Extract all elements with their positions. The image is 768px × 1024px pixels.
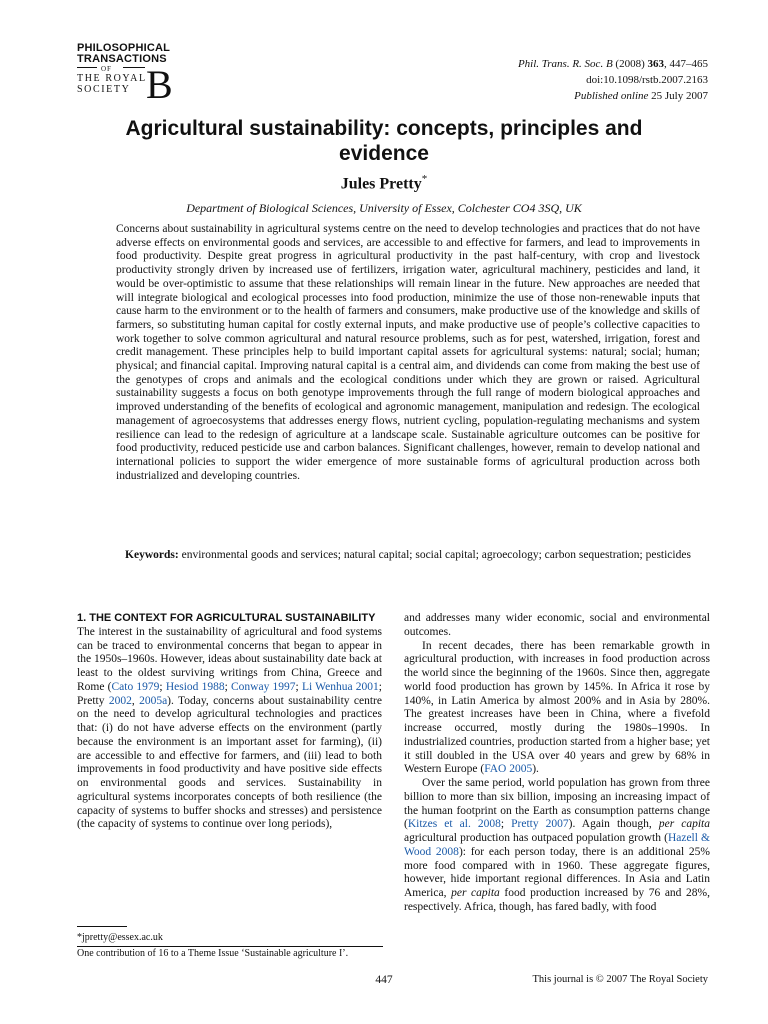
citation-line bbox=[518, 56, 708, 72]
footnote-rule-full bbox=[77, 946, 383, 947]
ref-kitzes[interactable]: Kitzes et al. 2008 bbox=[407, 818, 501, 831]
logo-line-the-royal: THE ROYAL bbox=[77, 73, 147, 84]
ref-hesiod[interactable]: Hesiod 1988 bbox=[165, 680, 225, 693]
citation-year: (2008) bbox=[615, 58, 645, 70]
section-heading: 1. THE CONTEXT FOR AGRICULTURAL SUSTAINABILITY bbox=[77, 612, 376, 624]
text-run: ). Again though, bbox=[568, 818, 659, 831]
article-title: Agricultural sustainability: concepts, principles and evidence bbox=[125, 117, 643, 165]
abstract: Concerns about sustainability in agricultural systems centre on the need to develop technologies and practices that do not have adverse effects on environmental goods and services, are accessible to and effective for farmers, and lead to improvements in food productivity. Despite great progress in agricultural productivity in the past half-century, with crop and livestock productivity strongly driven by increased use of fertilizers, irrigation water, agricultural machinery, pesticides and land, it would be over-optimistic to assume that these relationships will remain linear in the future. New approaches are needed that will integrate biological and ecological processes into food production, minimize the use of those non-renewable inputs that cause harm to the environment or to the health of farmers and consumers, make productive use of the knowledge and skills of farmers, so substituting human capital for costly external inputs, and make productive use of people’s collective capacities to work together to solve common agricultural and natural resource problems, such as for pest, watershed, irrigation, forest and credit management. These principles help to build important capital assets for agricultural systems: natural; social; human; physical; and financial capital. Improving natural capital is a central aim, and dividends can come from making the best use of the genotypes of crops and animals and the ecological conditions under which they are grown or raised. Agricultural sustainability suggests a focus on both genotype improvements through the full range of modern biological approaches and improved understanding of the benefits of ecological and agronomic management, manipulation and redesign. The ecological management of agroecosystems that addresses energy flows, nutrient cycling, population-regulating mechanisms and system resilience can lead to the redesign of agriculture at a landscape scale. Sustainable agriculture outcomes can be positive for food productivity, reduced pesticide use and carbon balances. Significant challenges, however, remain to develop national and international policies to support the wider emergence of more sustainable forms of agricultural production across both industrialized and developing countries. bbox=[116, 223, 700, 482]
citation-pages: , 447–465 bbox=[664, 58, 708, 70]
published-date: 25 July 2007 bbox=[651, 90, 708, 102]
ref-conway[interactable]: Conway 1997 bbox=[231, 680, 296, 693]
published-label: Published online bbox=[574, 90, 649, 102]
ref-cato[interactable]: Cato 1979 bbox=[111, 680, 160, 693]
text-run: In recent decades, there has been remarkable growth in agricultural production, with increases in food production across the world since the beginning of the 1960s. Since then, aggregate world food production has grown by 145%. In Africa it rose by 140%, in Latin America by almost 200% and in Asia by 280%. The greatest increases have been in China, where a fivefold increase occurred, mostly during the 1980s–1990s. In industrialized countries, production started from a higher base; yet it still doubled in the USA over 40 years and grew by 68% in Western Europe ( bbox=[404, 639, 710, 776]
text-run: ; bbox=[159, 680, 166, 693]
text-run-italic: per capita bbox=[451, 887, 500, 899]
citation-volume: 363 bbox=[647, 58, 664, 70]
text-run: ; Pretty bbox=[77, 680, 382, 707]
logo-rule-left bbox=[77, 67, 97, 68]
ref-pretty-2005a[interactable]: 2005a bbox=[139, 694, 168, 707]
ref-pretty-2007[interactable]: Pretty 2007 bbox=[511, 818, 569, 831]
footnote-contribution: One contribution of 16 to a Theme Issue ‘Sustainable agriculture I’. bbox=[77, 948, 349, 959]
page-number: 447 bbox=[375, 974, 393, 986]
paragraph-growth bbox=[404, 640, 710, 778]
ref-pretty-2002[interactable]: 2002 bbox=[108, 694, 132, 707]
paragraph-continued: and addresses many wider economic, social and environmental outcomes. bbox=[404, 612, 710, 638]
ref-fao[interactable]: FAO 2005 bbox=[484, 763, 533, 776]
text-run: ; bbox=[224, 680, 232, 693]
body-column-left bbox=[77, 612, 382, 832]
published-line bbox=[518, 88, 708, 104]
text-run: ): for each person today, there is an additional 25% more food compared with in 1960. These aggregate figures, however, hide important regional differences. In Asia and Latin America, bbox=[404, 845, 710, 899]
paragraph-population bbox=[404, 777, 710, 915]
text-run: agricultural production has outpaced population growth ( bbox=[404, 832, 668, 844]
text-run: ). Today, concerns about sustainability centre on the need to develop agricultural technologies and practices that: (i) do not have adverse effects on the environment (partly because the environment is an important asset for farming), (ii) are accessible to and effective for farmers, and (iii) lead to both improvements in food productivity and have positive side effects on environmental goods and services. Sustainability in agricultural systems incorporates concepts of both resilience (the capacity of systems to buffer shocks and stresses) and persistence (the capacity of systems to continue over long periods), bbox=[77, 694, 382, 831]
logo-of: OF bbox=[101, 65, 112, 73]
text-run: , bbox=[131, 694, 140, 707]
footnote-email[interactable]: *jpretty@essex.ac.uk bbox=[77, 932, 163, 943]
keywords-list: environmental goods and services; natural capital; social capital; agroecology; carbon sequestration; pesticides bbox=[181, 549, 691, 561]
journal-citation bbox=[518, 56, 708, 104]
keywords-label: Keywords: bbox=[125, 549, 179, 561]
author-name bbox=[80, 173, 688, 193]
footnote-rule bbox=[77, 926, 127, 927]
keywords bbox=[116, 548, 700, 562]
paragraph-intro bbox=[77, 626, 382, 832]
text-run: ; bbox=[500, 818, 512, 831]
text-run: Over the same period, world population has grown from three billion to more than six billion, imposing an increasing impact of the human footprint on the Earth as consumption patterns change ( bbox=[404, 777, 710, 831]
logo-rule-right bbox=[123, 67, 145, 68]
text-run: ). bbox=[532, 763, 539, 776]
logo-line-society: SOCIETY bbox=[77, 84, 131, 95]
author-name-text: Jules Pretty bbox=[340, 175, 422, 193]
ref-li-wenhua[interactable]: Li Wenhua 2001 bbox=[301, 680, 379, 693]
body-column-right bbox=[404, 612, 710, 915]
ref-hazell-wood[interactable]: Hazell & Wood 2008 bbox=[404, 832, 711, 858]
copyright-notice: This journal is © 2007 The Royal Society bbox=[532, 974, 708, 985]
text-run: The interest in the sustainability of agricultural and food systems can be traced to environmental concerns that began to appear in the 1950s–1960s. However, ideas about sustainability date back at least to the oldest surviving writings from China, Greece and Rome ( bbox=[77, 625, 382, 693]
text-run: food production increased by 76 and 28%, respectively. Africa, though, has fared badly, with food bbox=[404, 887, 711, 913]
doi-line[interactable]: doi:10.1098/rstb.2007.2163 bbox=[586, 74, 708, 86]
logo-letter-b: B bbox=[146, 62, 173, 107]
author-affiliation: Department of Biological Sciences, University of Essex, Colchester CO4 3SQ, UK bbox=[186, 201, 582, 215]
author-footnote-mark[interactable]: * bbox=[421, 173, 428, 185]
royal-society-logo bbox=[77, 42, 177, 107]
logo-line-transactions: TRANSACTIONS bbox=[77, 53, 167, 65]
text-run-italic: per capita bbox=[658, 818, 710, 831]
logo-line-philosophical: PHILOSOPHICAL bbox=[77, 42, 171, 54]
text-run: ; bbox=[295, 680, 302, 693]
citation-journal: Phil. Trans. R. Soc. B bbox=[517, 58, 613, 70]
